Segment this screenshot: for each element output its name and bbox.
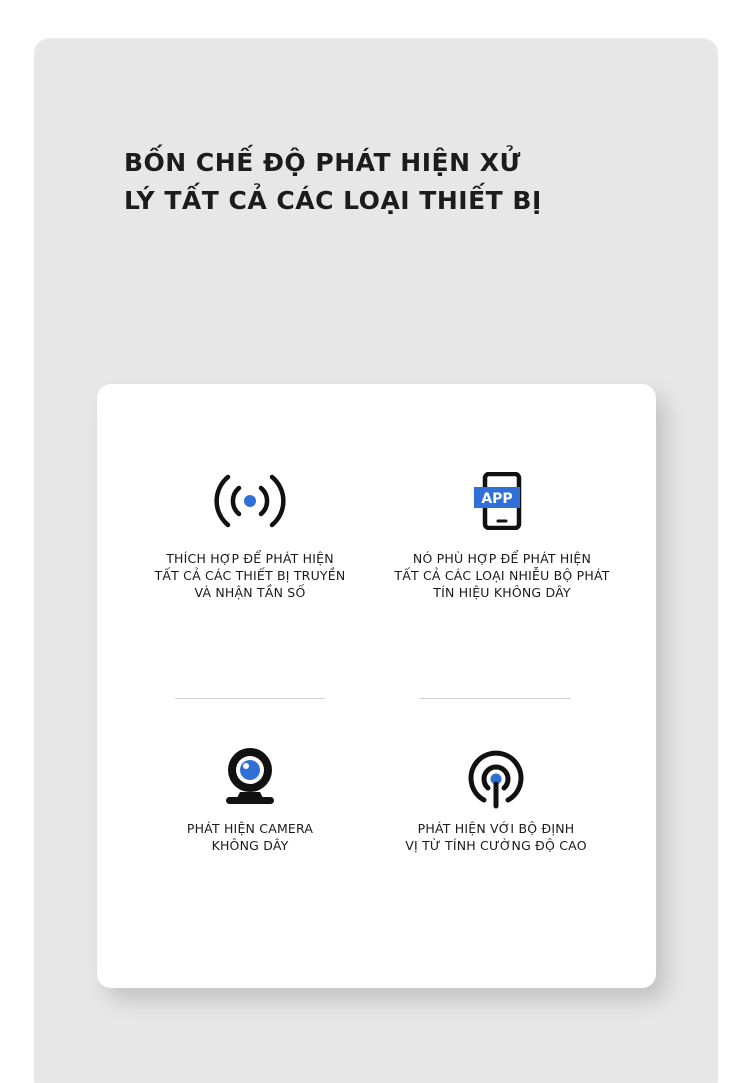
- feature-label-line: VỊ TỪ TÍNH CƯỜNG ĐỘ CAO: [405, 838, 587, 853]
- feature-label-line: TẤT CẢ CÁC LOẠI NHIỄU BỘ PHÁT: [394, 568, 610, 583]
- app-badge-text: APP: [481, 491, 513, 507]
- feature-magnetic-detection: [368, 748, 624, 854]
- feature-label-line: THÍCH HỢP ĐỂ PHÁT HIỆN: [166, 551, 334, 566]
- feature-label: [368, 820, 624, 854]
- feature-label: [368, 550, 636, 601]
- phone-app-icon: [472, 472, 532, 530]
- feature-label-line: PHÁT HIỆN CAMERA: [186, 821, 314, 836]
- feature-camera-detection: [120, 746, 380, 854]
- feature-label-line: PHÁT HIỆN VỚI BỘ ĐỊNH: [417, 821, 575, 836]
- feature-label: [120, 820, 380, 854]
- feature-label: [120, 550, 380, 601]
- features-card: [97, 384, 656, 988]
- feature-label-line: NÓ PHÙ HỢP ĐỂ PHÁT HIỆN: [412, 551, 592, 566]
- feature-jammer-detection: [368, 472, 636, 601]
- feature-label-line: VÀ NHẬN TẦN SỐ: [194, 585, 306, 600]
- feature-label-line: TÍN HIỆU KHÔNG DÂY: [433, 585, 571, 600]
- feature-label-line: TẤT CẢ CÁC THIẾT BỊ TRUYỀN: [154, 568, 346, 583]
- divider-right: [420, 698, 570, 699]
- headline-line-1: BỐN CHẾ ĐỘ PHÁT HIỆN XỬ: [124, 148, 521, 177]
- headline-line-2: LÝ TẤT CẢ CÁC LOẠI THIẾT BỊ: [124, 186, 542, 215]
- headline: [124, 144, 644, 220]
- divider-left: [175, 698, 325, 699]
- signal-waves-icon: [213, 472, 287, 530]
- feature-frequency-detection: [120, 472, 380, 601]
- webcam-icon: [220, 746, 280, 806]
- feature-label-line: KHÔNG DÂY: [211, 838, 289, 853]
- magnetic-locator-icon: [465, 748, 527, 810]
